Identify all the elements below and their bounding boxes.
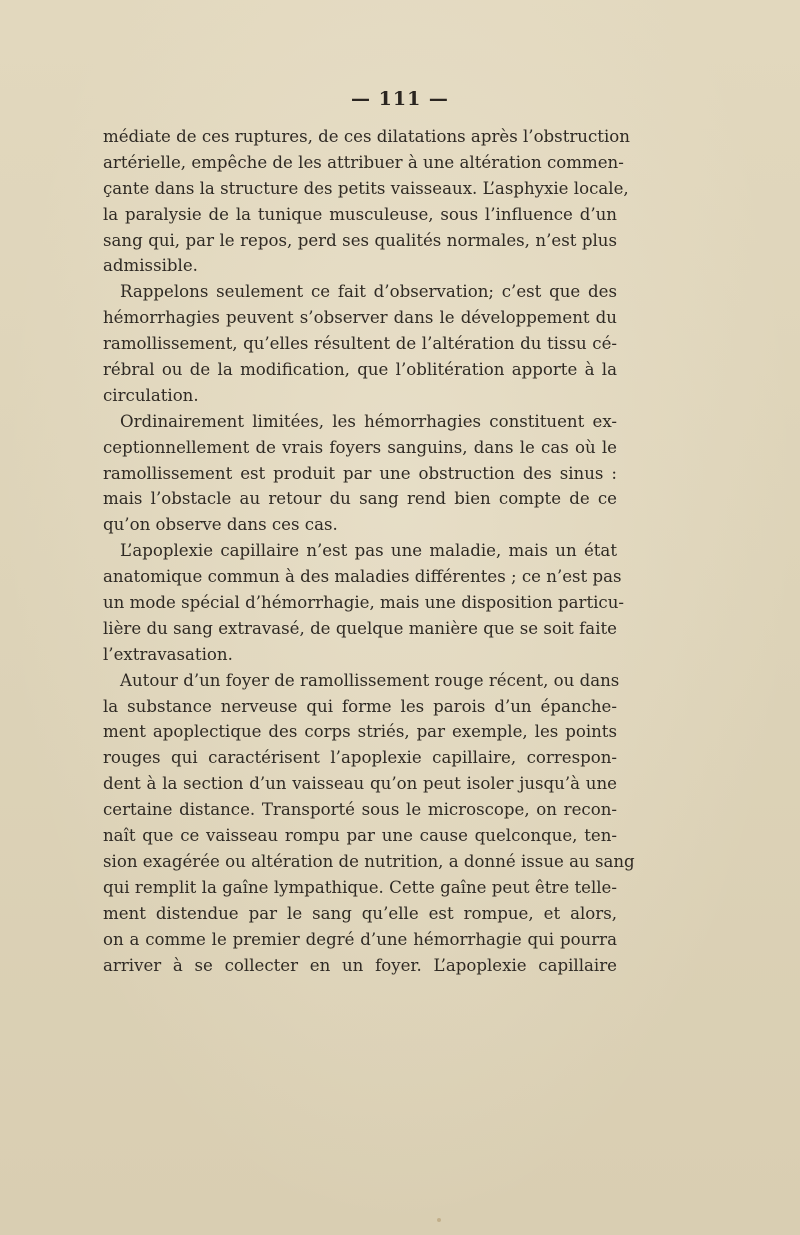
text-line: sang qui, par le repos, perd ses qualités normales, n’est plus — [103, 230, 617, 250]
text-line: çante dans la structure des petits vaisseaux. L’asphyxie locale, — [103, 178, 629, 198]
text-line: ramollissement, qu’elles résultent de l’altération du tissu cé- — [103, 334, 617, 354]
paper-speck — [437, 1218, 441, 1222]
text-line: on a comme le premier degré d’une hémorrhagie qui pourra — [103, 929, 617, 949]
text-line: admissible. — [103, 256, 198, 276]
text-line: lière du sang extravasé, de quelque manière que se soit faite — [103, 618, 617, 638]
text-line: un mode spécial d’hémorrhagie, mais une disposition particu- — [103, 593, 625, 613]
text-line: ceptionnellement de vrais foyers sanguins, dans le cas où le — [103, 437, 617, 457]
text-line: sion exagérée ou altération de nutrition, a donné issue au sang — [103, 851, 635, 871]
text-line: naît que ce vaisseau rompu par une cause quelconque, ten- — [103, 826, 617, 846]
text-line: qui remplit la gaîne lympathique. Cette gaîne peut être telle- — [103, 877, 617, 897]
text-line: artérielle, empêche de les attribuer à une altération commen- — [103, 152, 624, 172]
text-line: la paralysie de la tunique musculeuse, sous l’influence d’un — [103, 204, 617, 224]
text-line: Rappelons seulement ce fait d’observation; c’est que des — [120, 282, 617, 302]
body-text — [103, 124, 635, 978]
text-line: rouges qui caractérisent l’apoplexie capillaire, correspon- — [103, 748, 617, 768]
text-line: mais l’obstacle au retour du sang rend bien compte de ce — [103, 489, 617, 509]
page-number: — 111 — — [351, 88, 449, 110]
text-line: L’apoplexie capillaire n’est pas une maladie, mais un état — [120, 541, 617, 561]
text-line: circulation. — [103, 385, 199, 405]
text-line: qu’on observe dans ces cas. — [103, 515, 338, 535]
text-line: hémorrhagies peuvent s’observer dans le développement du — [103, 308, 617, 328]
text-line: rébral ou de la modification, que l’oblitération apporte à la — [103, 360, 617, 380]
text-line: Ordinairement limitées, les hémorrhagies constituent ex- — [120, 411, 617, 431]
text-line: ment apoplectique des corps striés, par exemple, les points — [103, 722, 617, 742]
text-line: dent à la section d’un vaisseau qu’on peut isoler jusqu’à une — [103, 774, 617, 794]
text-line: anatomique commun à des maladies différentes ; ce n’est pas — [103, 567, 622, 587]
text-line: médiate de ces ruptures, de ces dilatations après l’obstruction — [103, 127, 630, 146]
text-line: l’extravasation. — [103, 644, 233, 664]
text-line: Autour d’un foyer de ramollissement rouge récent, ou dans — [120, 670, 620, 690]
text-line: ramollissement est produit par une obstruction des sinus : — [103, 463, 617, 483]
text-line: ment distendue par le sang qu’elle est rompue, et alors, — [103, 903, 617, 923]
text-line: certaine distance. Transporté sous le microscope, on recon- — [103, 800, 617, 820]
text-line: arriver à se collecter en un foyer. L’apoplexie capillaire — [103, 955, 617, 975]
text-line: la substance nerveuse qui forme les parois d’un épanche- — [103, 696, 617, 716]
